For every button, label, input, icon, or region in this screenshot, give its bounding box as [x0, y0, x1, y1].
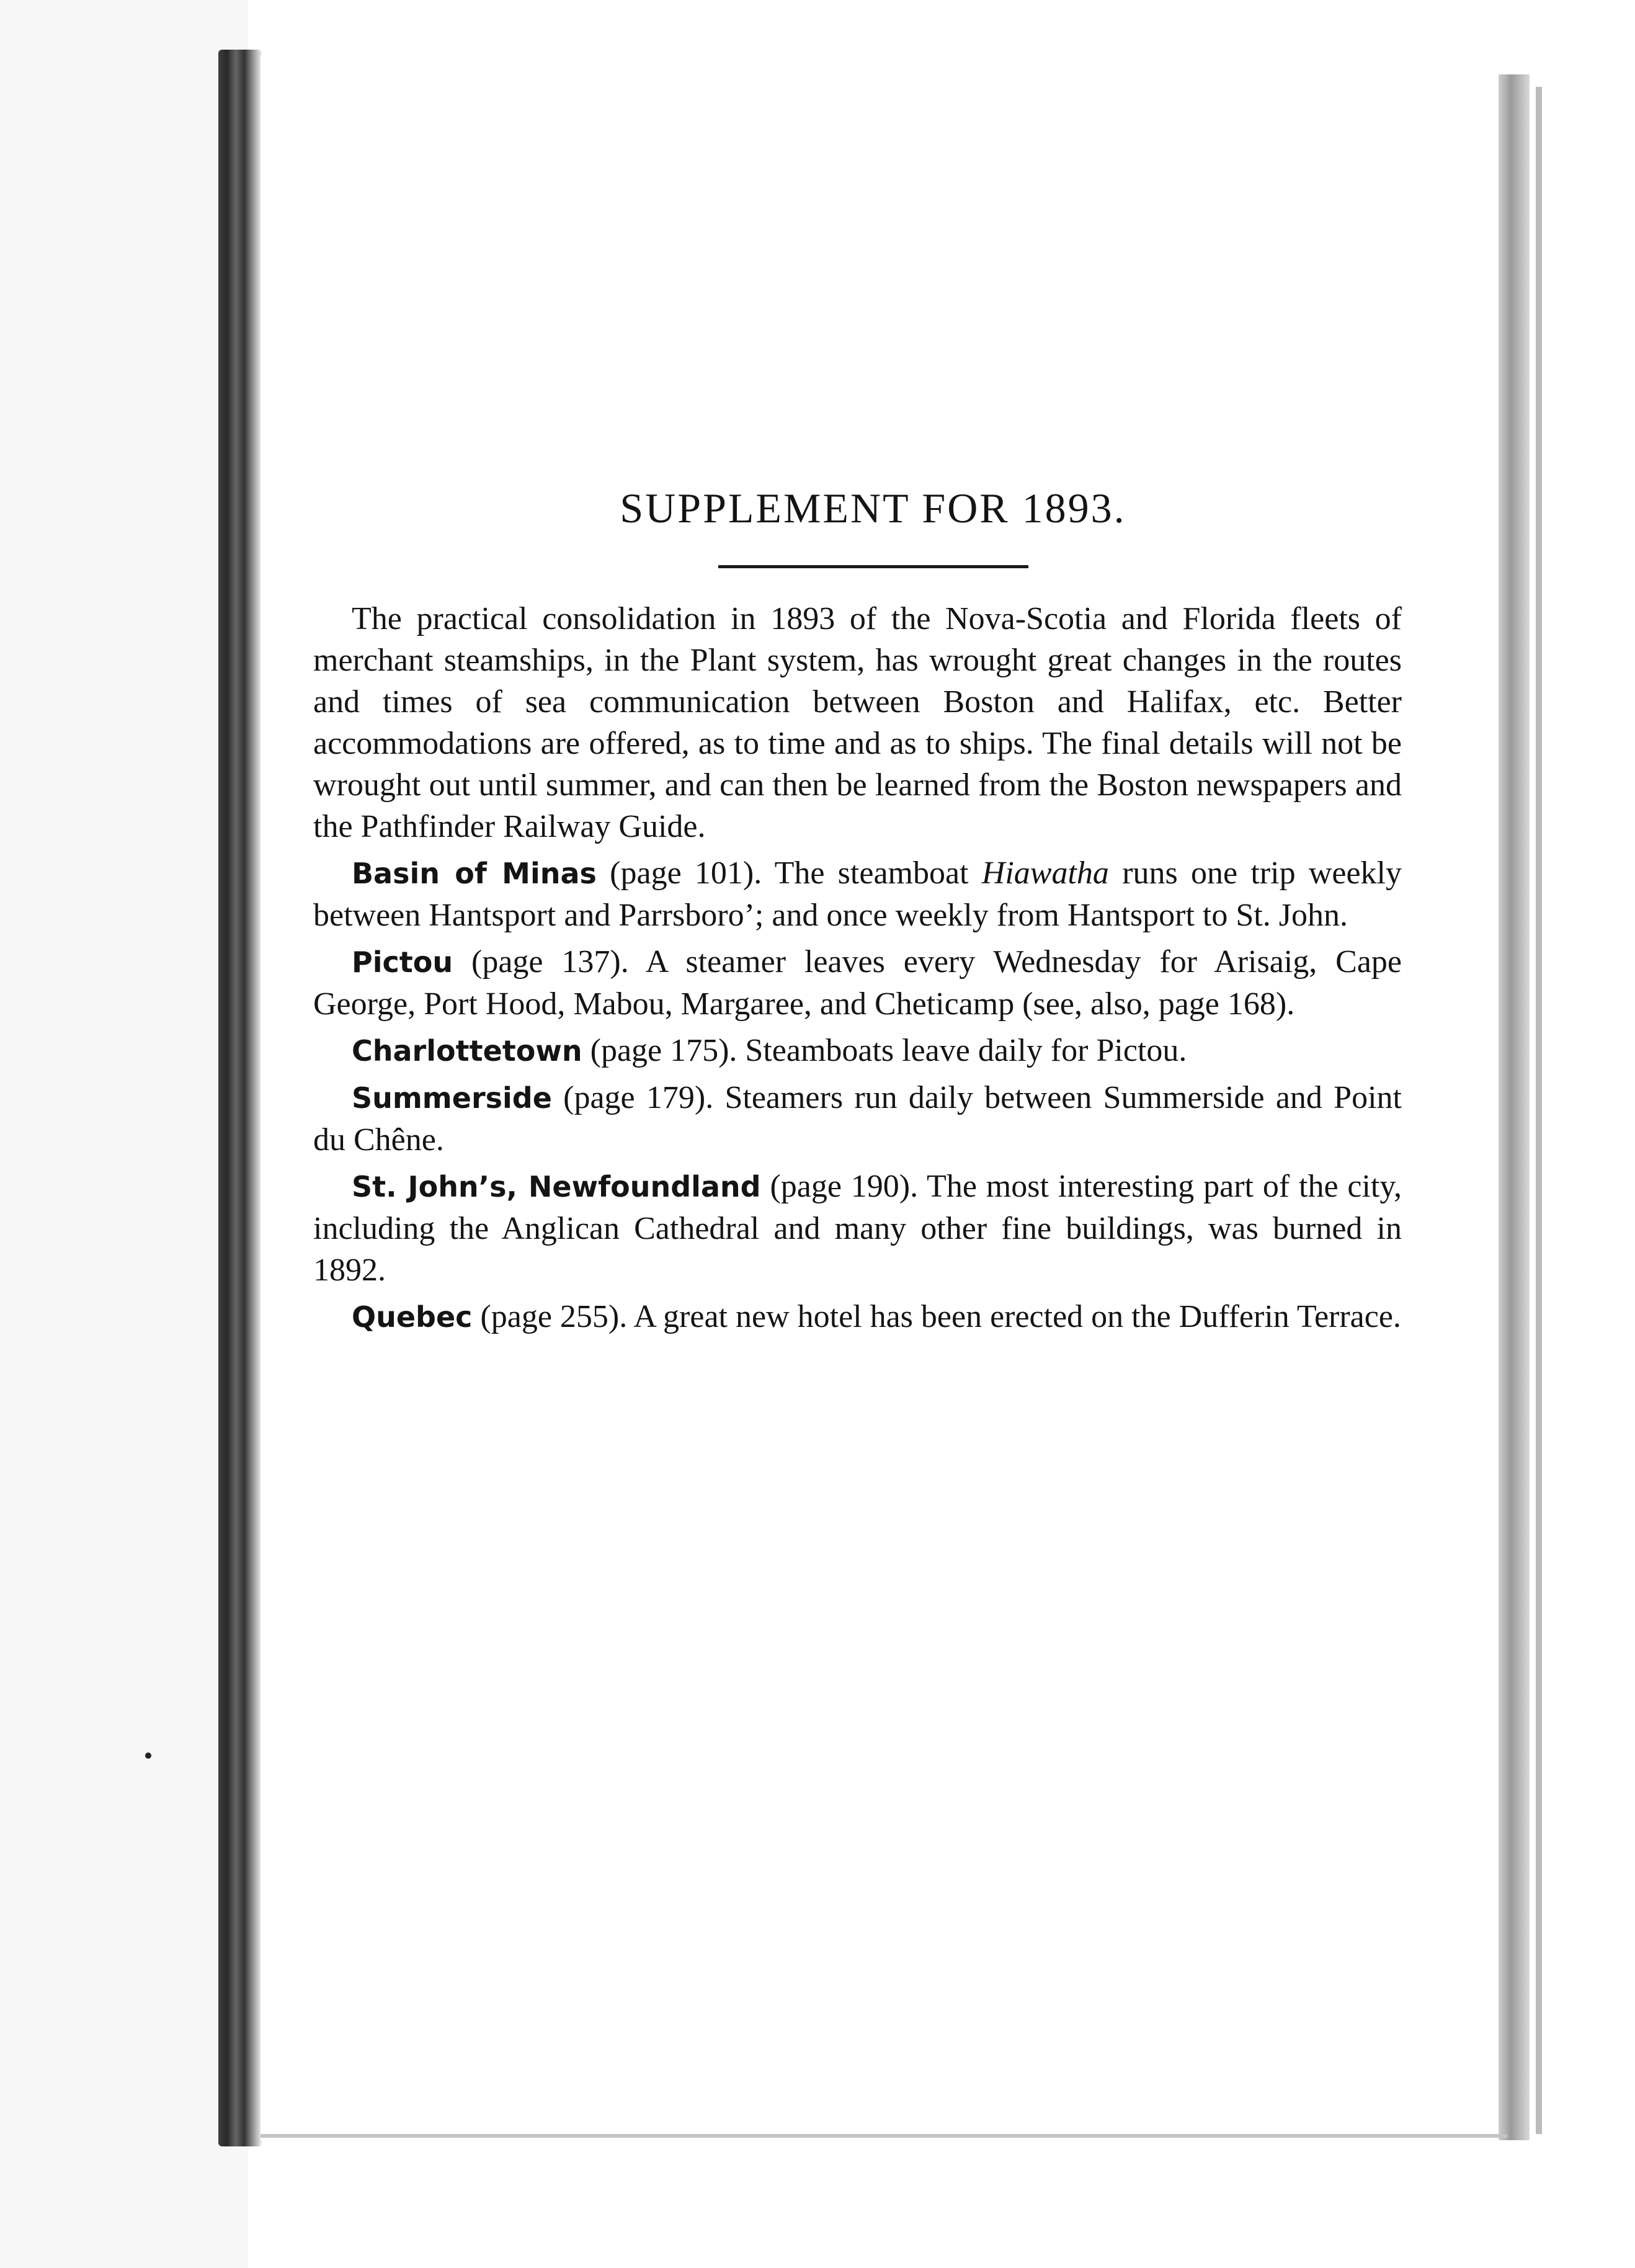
facing-page: [0, 0, 248, 2268]
entry-text: (page 101). The steamboat: [596, 855, 982, 891]
page-border-bottom: [261, 2134, 1507, 2138]
entry-text: runs one trip weekly between Hantsport and Parrsboro’; and once weekly from Hantsport to St. John.: [313, 855, 1402, 933]
scan-speck: [145, 1752, 151, 1759]
page-edge-right: [1499, 74, 1530, 2140]
intro-paragraph: The practical consolidation in 1893 of the Nova-Scotia and Florida fleets of merchant steamships, in the Plant system, has wrought great changes in the routes and times of sea communication between Boston and Halifax, etc. Better accommodations are offered, as to time and as to ships. The final details will not be wrought out until summer, and can then be learned from the Boston newspapers and the Pathfinder Railway Guide.: [313, 601, 1402, 844]
page-title: SUPPLEMENT FOR 1893.: [620, 484, 1126, 532]
entry-basin-of-minas: [313, 852, 1402, 936]
entry-heading: Quebec: [352, 1300, 473, 1334]
entry-heading: Summerside: [352, 1081, 552, 1115]
entry-heading: St. John’s, Newfoundland: [352, 1170, 761, 1203]
entry-heading: Charlottetown: [352, 1034, 582, 1068]
entry-heading: Pictou: [352, 945, 453, 979]
title-rule: [718, 565, 1028, 568]
entry-text: (page 175). Steamboats leave daily for Pictou.: [582, 1033, 1187, 1068]
ship-name: Hiawatha: [981, 855, 1109, 891]
entry-text: (page 190). The most interesting part of the city, including the Anglican Cathedral and many other fine buildings, was burned in 1892.: [313, 1169, 1402, 1288]
entry-text: (page 137). A steamer leaves every Wednesday for Arisaig, Cape George, Port Hood, Mabou, Margaree, and Cheticamp (see, also, page 168).: [313, 944, 1402, 1022]
supplement-text: [313, 484, 1402, 1343]
entry-st-johns: [313, 1166, 1402, 1291]
entry-heading: Basin of Minas: [352, 857, 597, 890]
entry-text: (page 179). Steamers run daily between Summerside and Point du Chêne.: [313, 1080, 1402, 1158]
entry-pictou: [313, 941, 1402, 1025]
entry-text: (page 255). A great new hotel has been erected on the Dufferin Terrace.: [472, 1299, 1401, 1334]
page-border-right: [1536, 87, 1542, 2134]
entry-summerside: [313, 1077, 1402, 1161]
binding-edge: [218, 50, 262, 2146]
entry-charlottetown: [313, 1030, 1402, 1072]
entry-quebec: [313, 1296, 1402, 1338]
